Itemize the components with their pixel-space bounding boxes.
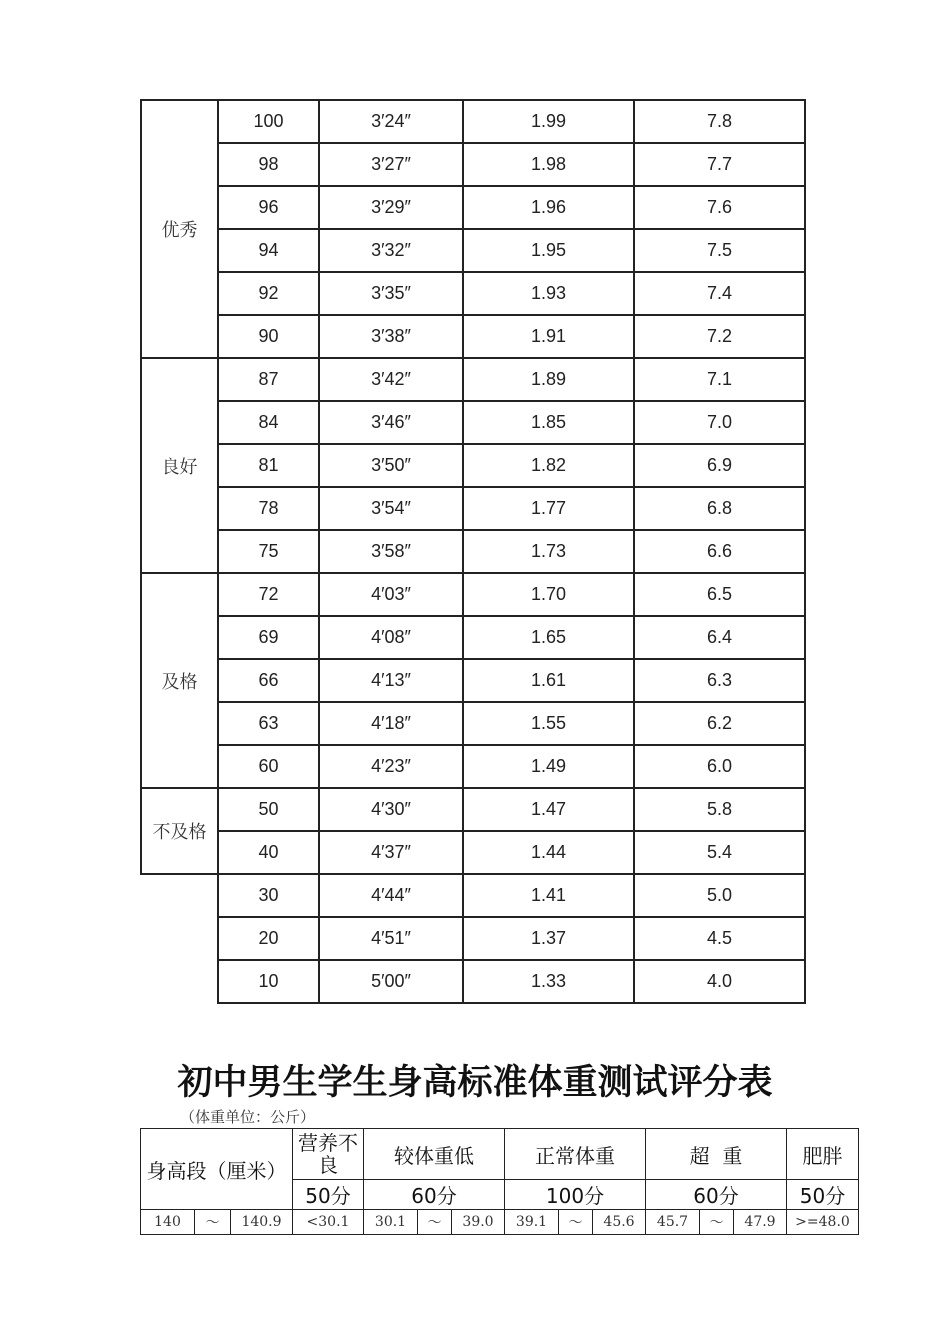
- score-cell: 92: [218, 272, 319, 315]
- score-row: [141, 143, 805, 186]
- category-overweight: 超 重: [646, 1129, 787, 1180]
- score-cell: 78: [218, 487, 319, 530]
- run-cell: 3′58″: [319, 530, 463, 573]
- score-row: [141, 874, 805, 917]
- unit-note: （体重单位：公斤）: [180, 1108, 316, 1126]
- throw-cell: 7.6: [634, 186, 805, 229]
- run-cell: 3′32″: [319, 229, 463, 272]
- jump-cell: 1.33: [463, 960, 634, 1003]
- score-row: [141, 487, 805, 530]
- score-cell: 87: [218, 358, 319, 401]
- jump-cell: 1.98: [463, 143, 634, 186]
- run-cell: 5′00″: [319, 960, 463, 1003]
- points-malnutrition: 50分: [293, 1180, 364, 1210]
- points-normal-weight: 100分: [505, 1180, 646, 1210]
- run-cell: 4′18″: [319, 702, 463, 745]
- throw-cell: 7.1: [634, 358, 805, 401]
- score-row: [141, 186, 805, 229]
- jump-cell: 1.77: [463, 487, 634, 530]
- run-cell: 3′24″: [319, 100, 463, 143]
- level-label: 及格: [141, 573, 218, 788]
- throw-cell: 4.5: [634, 917, 805, 960]
- throw-cell: 6.5: [634, 573, 805, 616]
- score-cell: 69: [218, 616, 319, 659]
- level-label: 良好: [141, 358, 218, 573]
- jump-cell: 1.47: [463, 788, 634, 831]
- jump-cell: 1.85: [463, 401, 634, 444]
- score-cell: 40: [218, 831, 319, 874]
- run-cell: 4′23″: [319, 745, 463, 788]
- score-row: [141, 659, 805, 702]
- throw-cell: 6.2: [634, 702, 805, 745]
- score-row: [141, 272, 805, 315]
- height-range-header: 身高段（厘米）: [141, 1129, 293, 1210]
- range-tilde: ～: [195, 1210, 231, 1235]
- throw-cell: 6.4: [634, 616, 805, 659]
- level-label: 优秀: [141, 100, 218, 358]
- throw-cell: 4.0: [634, 960, 805, 1003]
- throw-cell: 5.0: [634, 874, 805, 917]
- over-to: 47.9: [734, 1210, 787, 1235]
- low-from: 30.1: [364, 1210, 418, 1235]
- range-tilde: ～: [700, 1210, 734, 1235]
- run-cell: 3′54″: [319, 487, 463, 530]
- score-table-body: [141, 100, 805, 1003]
- bmi-data-row: [141, 1210, 859, 1235]
- throw-cell: 6.9: [634, 444, 805, 487]
- jump-cell: 1.91: [463, 315, 634, 358]
- obese-value: >=48.0: [787, 1210, 859, 1235]
- over-from: 45.7: [646, 1210, 700, 1235]
- jump-cell: 1.65: [463, 616, 634, 659]
- jump-cell: 1.89: [463, 358, 634, 401]
- run-cell: 4′30″: [319, 788, 463, 831]
- throw-cell: 6.6: [634, 530, 805, 573]
- run-cell: 4′44″: [319, 874, 463, 917]
- score-cell: 98: [218, 143, 319, 186]
- score-row: [141, 358, 805, 401]
- jump-cell: 1.44: [463, 831, 634, 874]
- run-cell: 3′27″: [319, 143, 463, 186]
- empty-level-cell: [141, 960, 218, 1003]
- run-cell: 3′29″: [319, 186, 463, 229]
- normal-from: 39.1: [505, 1210, 559, 1235]
- score-cell: 10: [218, 960, 319, 1003]
- throw-cell: 7.4: [634, 272, 805, 315]
- score-row: [141, 401, 805, 444]
- jump-cell: 1.99: [463, 100, 634, 143]
- throw-cell: 6.8: [634, 487, 805, 530]
- run-cell: 3′38″: [319, 315, 463, 358]
- score-cell: 94: [218, 229, 319, 272]
- malnutrition-value: <30.1: [293, 1210, 364, 1235]
- throw-cell: 7.0: [634, 401, 805, 444]
- throw-cell: 7.2: [634, 315, 805, 358]
- run-cell: 3′42″: [319, 358, 463, 401]
- throw-cell: 7.5: [634, 229, 805, 272]
- score-row: [141, 530, 805, 573]
- category-low-weight: 较体重低: [364, 1129, 505, 1180]
- run-cell: 4′08″: [319, 616, 463, 659]
- bmi-header-row: [141, 1129, 859, 1180]
- jump-cell: 1.96: [463, 186, 634, 229]
- throw-cell: 7.8: [634, 100, 805, 143]
- range-tilde: ～: [418, 1210, 452, 1235]
- low-to: 39.0: [452, 1210, 505, 1235]
- empty-level-cell: [141, 917, 218, 960]
- score-row: [141, 444, 805, 487]
- category-obese: 肥胖: [787, 1129, 859, 1180]
- jump-cell: 1.49: [463, 745, 634, 788]
- score-cell: 20: [218, 917, 319, 960]
- run-cell: 3′46″: [319, 401, 463, 444]
- category-malnutrition: 营养不良: [293, 1129, 364, 1180]
- score-row: [141, 702, 805, 745]
- score-row: [141, 960, 805, 1003]
- score-cell: 75: [218, 530, 319, 573]
- score-cell: 96: [218, 186, 319, 229]
- range-tilde: ～: [559, 1210, 593, 1235]
- normal-to: 45.6: [593, 1210, 646, 1235]
- throw-cell: 5.4: [634, 831, 805, 874]
- score-cell: 60: [218, 745, 319, 788]
- run-cell: 4′03″: [319, 573, 463, 616]
- jump-cell: 1.41: [463, 874, 634, 917]
- score-cell: 30: [218, 874, 319, 917]
- run-cell: 4′37″: [319, 831, 463, 874]
- score-row: [141, 100, 805, 143]
- score-row: [141, 788, 805, 831]
- score-cell: 63: [218, 702, 319, 745]
- jump-cell: 1.55: [463, 702, 634, 745]
- bmi-table: [140, 1128, 859, 1235]
- jump-cell: 1.82: [463, 444, 634, 487]
- points-low-weight: 60分: [364, 1180, 505, 1210]
- jump-cell: 1.61: [463, 659, 634, 702]
- score-row: [141, 315, 805, 358]
- run-cell: 4′13″: [319, 659, 463, 702]
- empty-level-cell: [141, 874, 218, 917]
- throw-cell: 6.0: [634, 745, 805, 788]
- score-row: [141, 573, 805, 616]
- score-cell: 72: [218, 573, 319, 616]
- page-title: 初中男生学生身高标准体重测试评分表: [177, 1062, 773, 1103]
- score-cell: 90: [218, 315, 319, 358]
- score-cell: 66: [218, 659, 319, 702]
- throw-cell: 7.7: [634, 143, 805, 186]
- jump-cell: 1.70: [463, 573, 634, 616]
- jump-cell: 1.93: [463, 272, 634, 315]
- score-row: [141, 229, 805, 272]
- score-row: [141, 745, 805, 788]
- throw-cell: 5.8: [634, 788, 805, 831]
- score-cell: 50: [218, 788, 319, 831]
- points-obese: 50分: [787, 1180, 859, 1210]
- run-cell: 3′35″: [319, 272, 463, 315]
- score-row: [141, 831, 805, 874]
- jump-cell: 1.37: [463, 917, 634, 960]
- score-cell: 100: [218, 100, 319, 143]
- jump-cell: 1.73: [463, 530, 634, 573]
- points-overweight: 60分: [646, 1180, 787, 1210]
- level-label: 不及格: [141, 788, 218, 874]
- throw-cell: 6.3: [634, 659, 805, 702]
- score-cell: 84: [218, 401, 319, 444]
- score-row: [141, 616, 805, 659]
- height-from: 140: [141, 1210, 195, 1235]
- run-cell: 3′50″: [319, 444, 463, 487]
- score-table: [140, 99, 806, 1004]
- run-cell: 4′51″: [319, 917, 463, 960]
- score-cell: 81: [218, 444, 319, 487]
- height-to: 140.9: [231, 1210, 293, 1235]
- jump-cell: 1.95: [463, 229, 634, 272]
- category-normal-weight: 正常体重: [505, 1129, 646, 1180]
- score-row: [141, 917, 805, 960]
